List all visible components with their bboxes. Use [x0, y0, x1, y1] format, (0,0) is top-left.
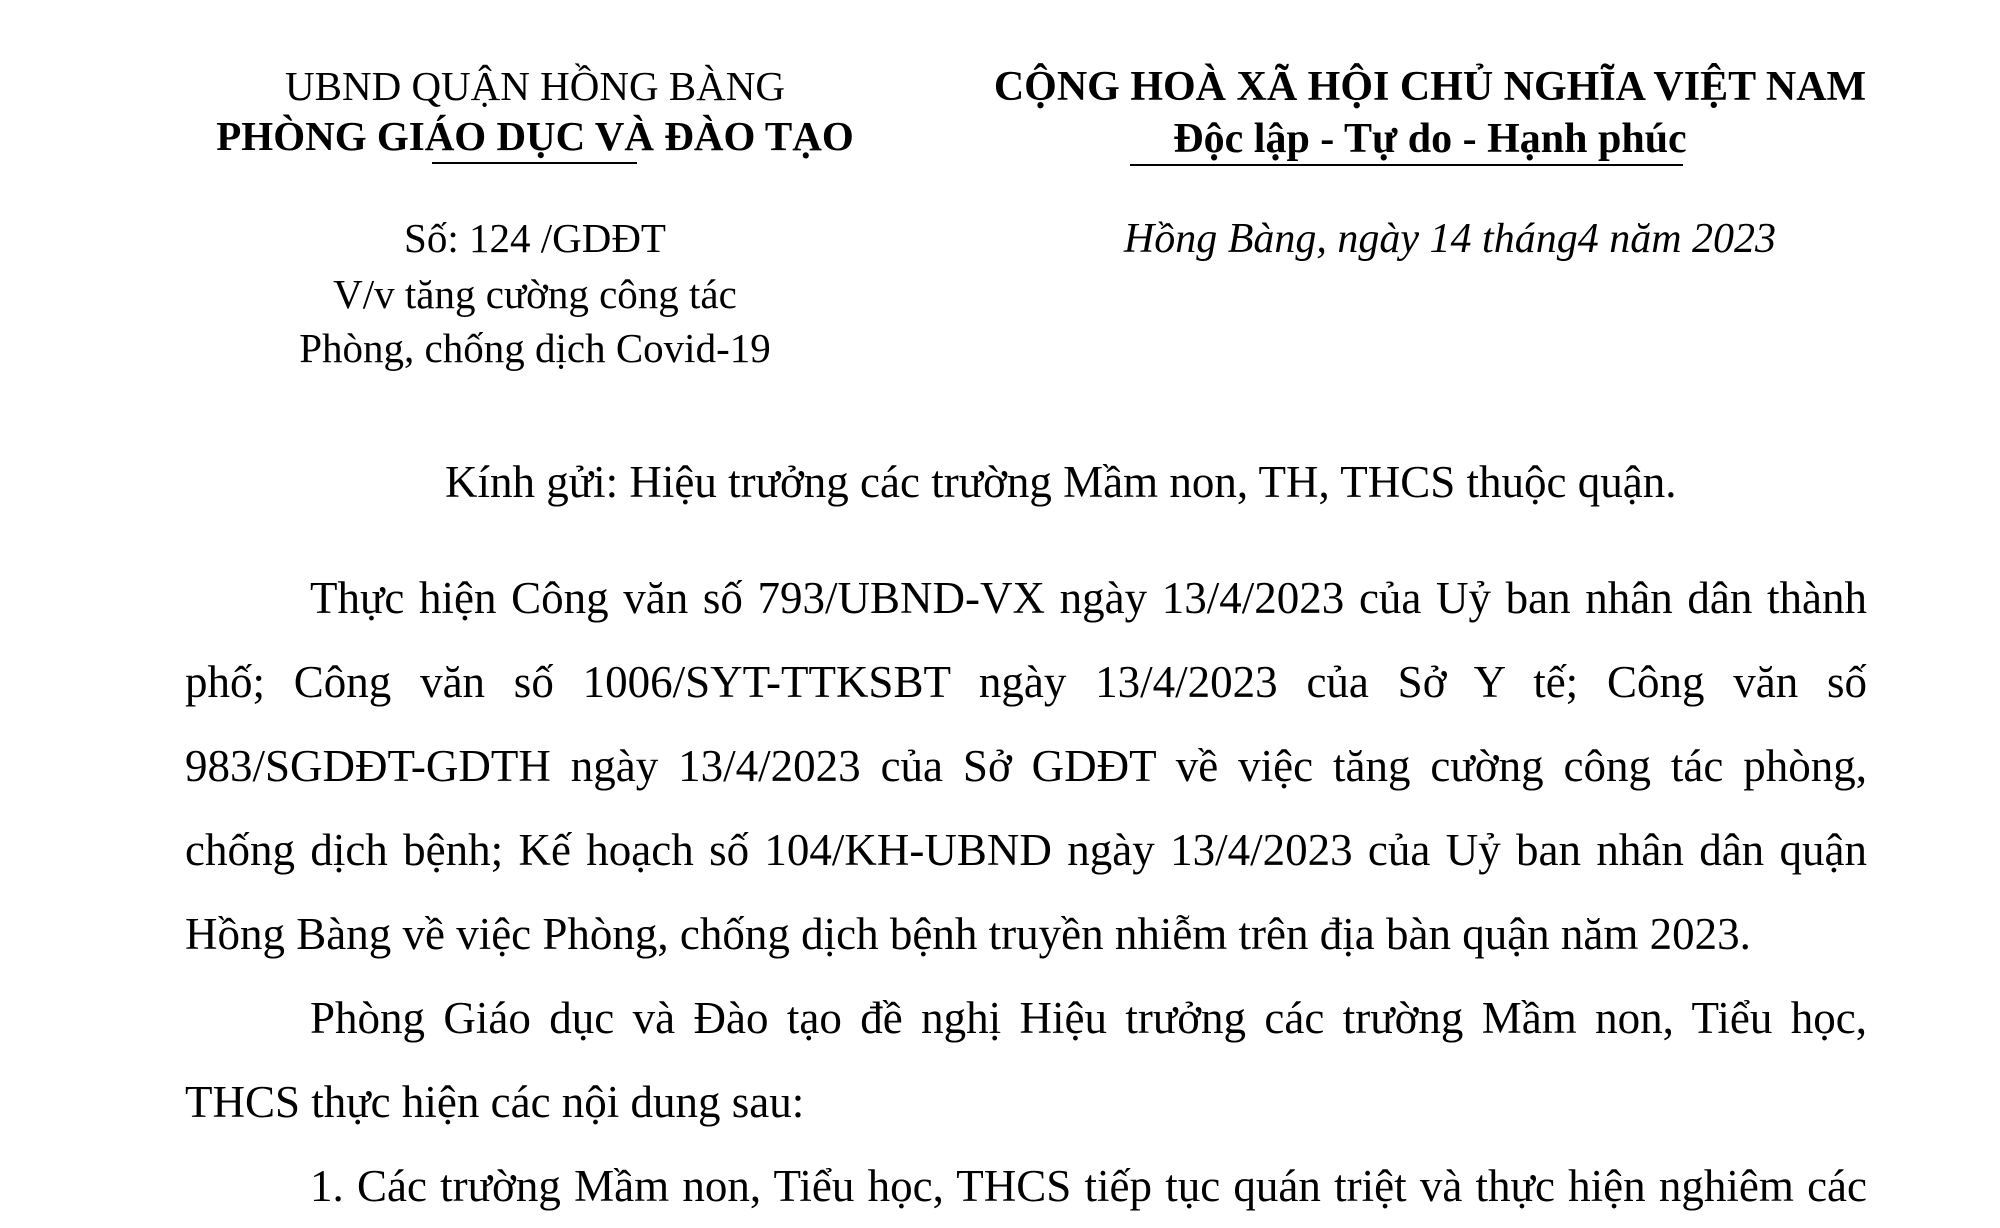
- body-paragraph-3: 1. Các trường Mầm non, Tiểu học, THCS tiếp tục quán triệt và thực hiện nghiêm các: [310, 1161, 1867, 1211]
- issuing-department: PHÒNG GIÁO DỤC VÀ ĐÀO TẠO: [216, 113, 854, 159]
- recipient-line: Kính gửi: Hiệu trưởng các trường Mầm non, TH, THCS thuộc quận.: [445, 457, 1677, 507]
- issuing-authority: UBND QUẬN HỒNG BÀNG: [285, 63, 785, 109]
- body-paragraph-2: Phòng Giáo dục và Đào tạo đề nghị Hiệu trưởng các trường Mầm non, Tiểu học, THCS thực hiện các nội dung sau:: [185, 993, 1867, 1127]
- place-and-date: Hồng Bàng, ngày 14 tháng4 năm 2023: [1123, 216, 1777, 262]
- motto-underline: [1130, 164, 1683, 166]
- national-motto: Độc lập - Tự do - Hạnh phúc: [1173, 116, 1687, 162]
- national-title: CỘNG HOÀ XÃ HỘI CHỦ NGHĨA VIỆT NAM: [993, 64, 1867, 110]
- body-paragraph-1: Thực hiện Công văn số 793/UBND-VX ngày 13/4/2023 của Uỷ ban nhân dân thành phố; Công văn số 1006/SYT-TTKSBT ngày 13/4/2023 của Sở Y tế; Công văn số 983/SGDĐT-GDTH ngày 13/4/2023 của Sở GDĐT về việc tăng cường công tác phòng, chống dịch bệnh; Kế hoạch số 104/KH-UBND ngày 13/4/2023 của Uỷ ban nhân dân quận Hồng Bàng về việc Phòng, chống dịch bệnh truyền nhiễm trên địa bàn quận năm 2023.: [185, 573, 1867, 959]
- document-number: Số: 124 /GDĐT: [404, 215, 666, 261]
- agency-underline: [432, 162, 637, 164]
- document-subject-line1: V/v tăng cường công tác: [333, 271, 737, 317]
- document-subject-line2: Phòng, chống dịch Covid-19: [299, 325, 771, 371]
